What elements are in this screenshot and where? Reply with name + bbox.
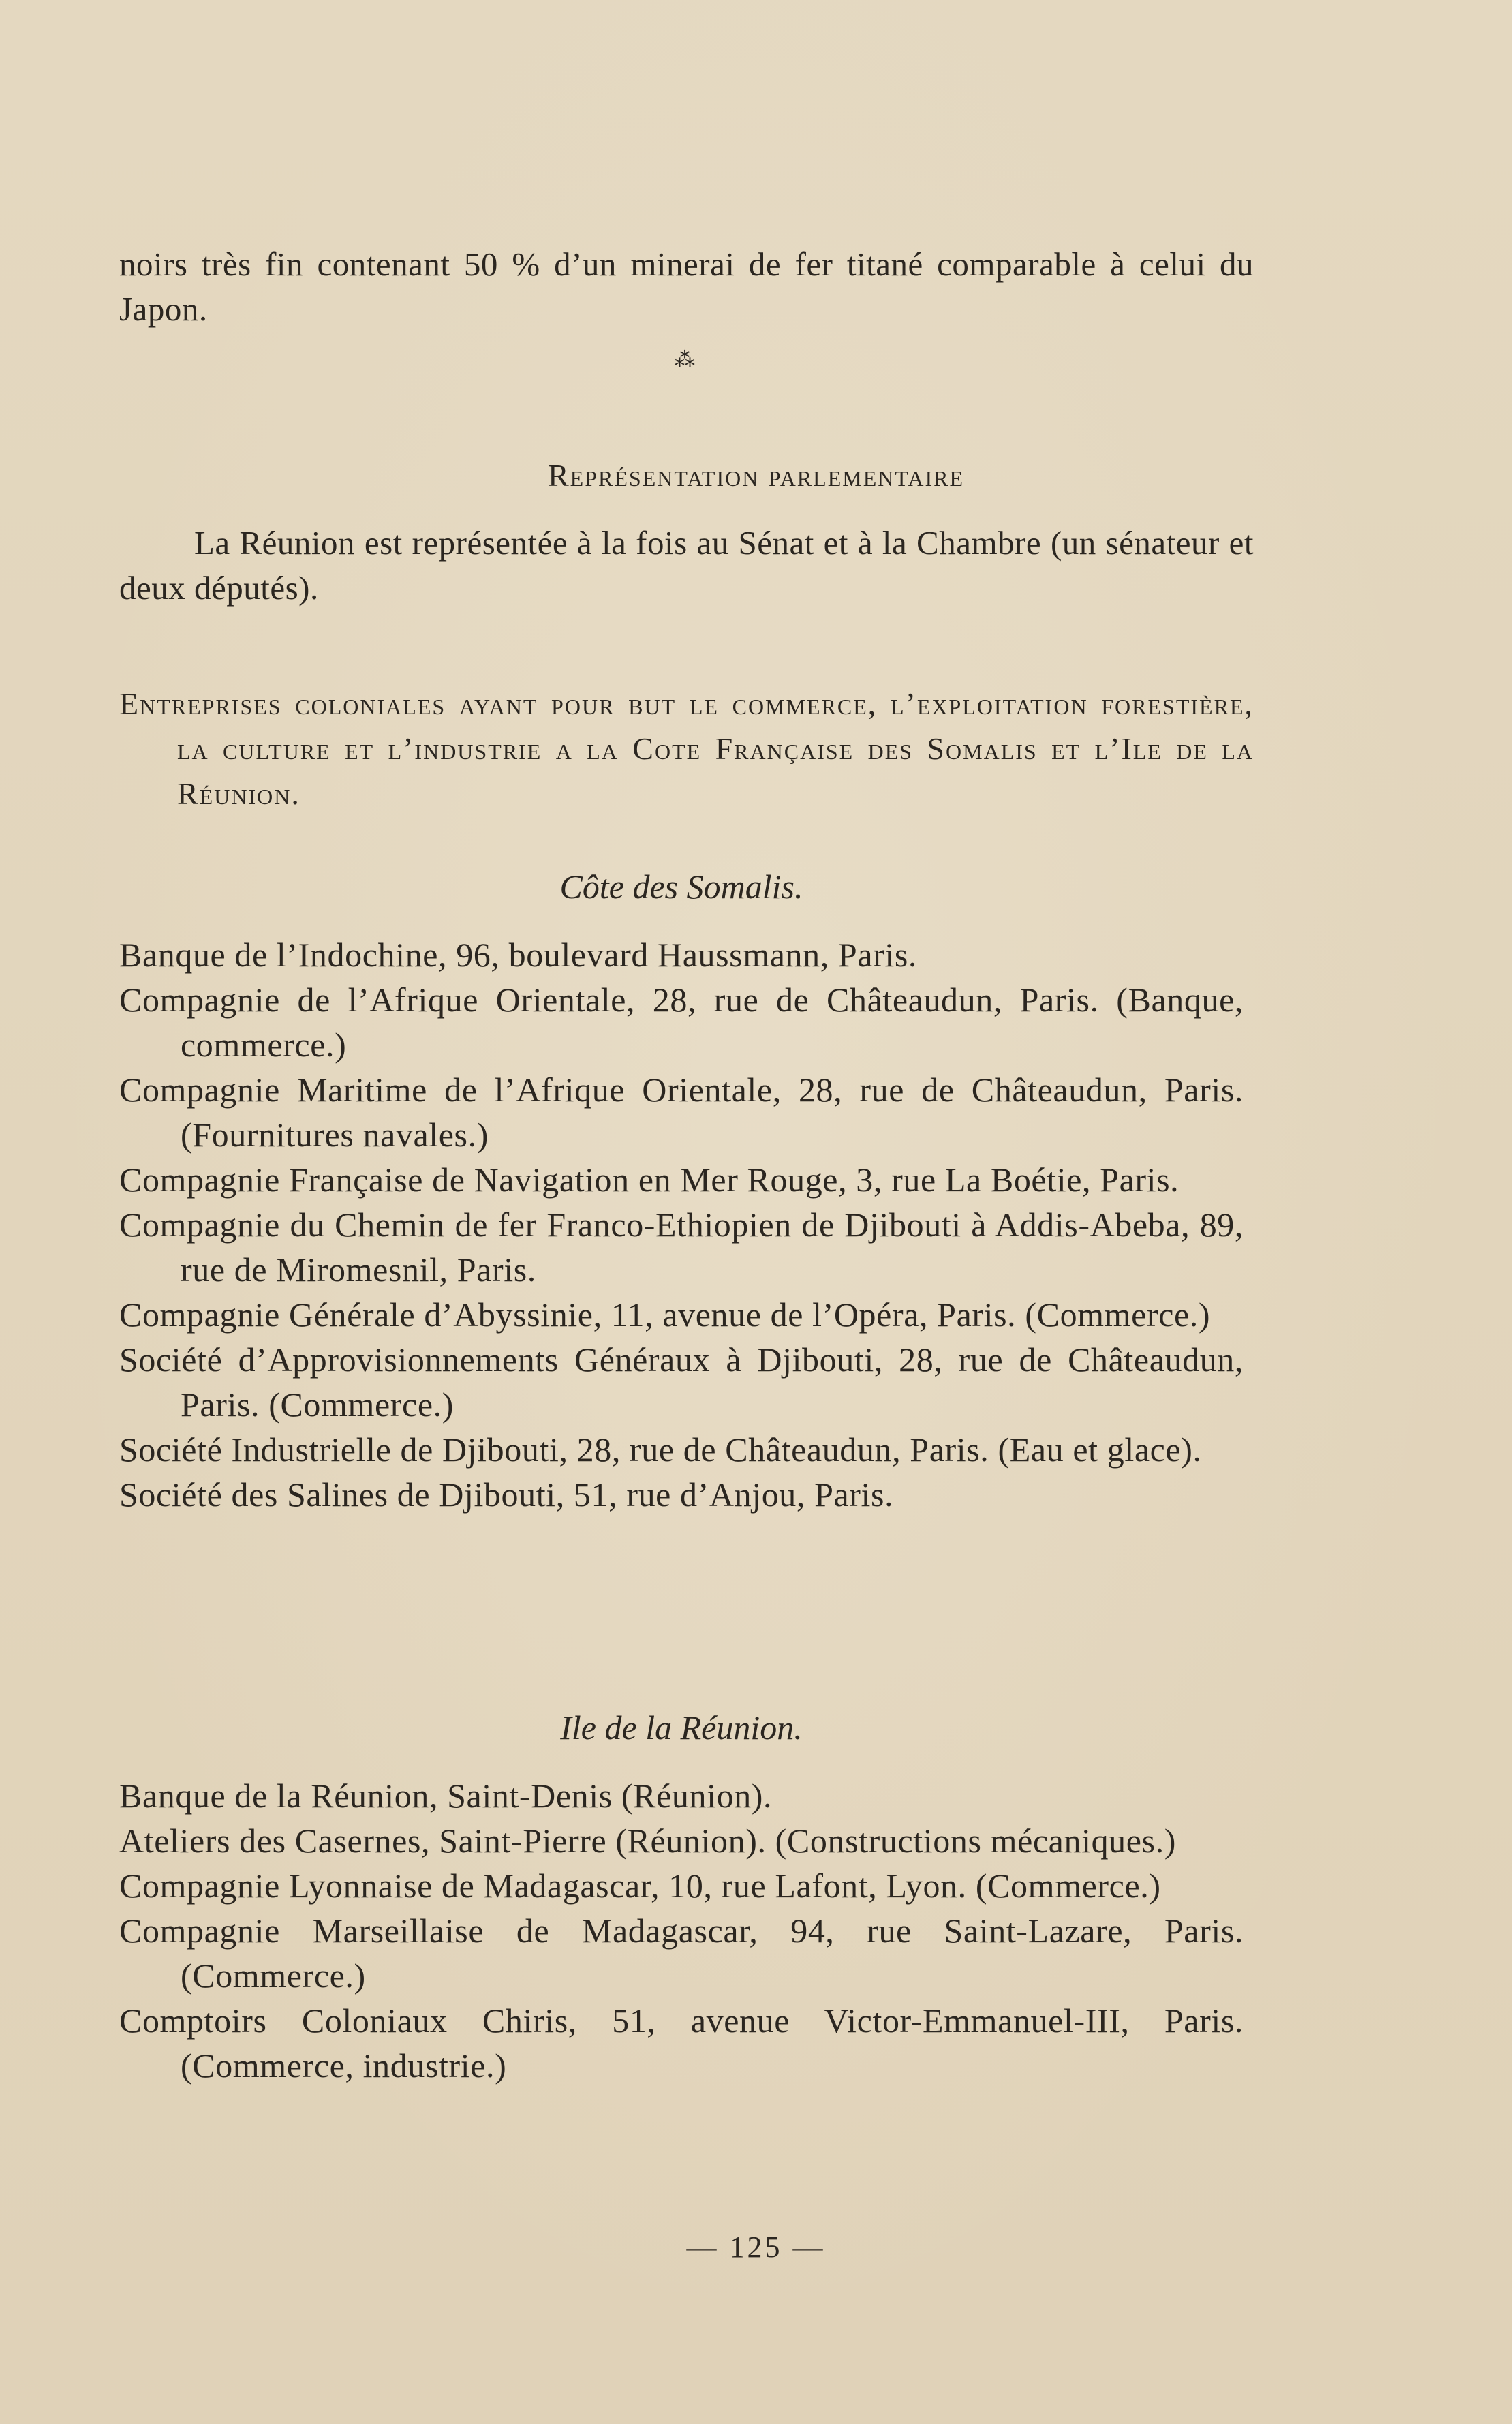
somalis-entries-list bbox=[119, 932, 1244, 1517]
list-item: Compagnie Française de Navigation en Mer Rouge, 3, rue La Boétie, Paris. bbox=[119, 1161, 1179, 1199]
list-item: Compagnie du Chemin de fer Franco-Ethiopien de Djibouti à Addis-Abeba, 89, rue de Miromesnil, Paris. bbox=[119, 1206, 1244, 1289]
list-item: Ateliers des Casernes, Saint-Pierre (Réunion). (Constructions mécaniques.) bbox=[119, 1822, 1176, 1860]
list-item: Compagnie Lyonnaise de Madagascar, 10, rue Lafont, Lyon. (Commerce.) bbox=[119, 1867, 1161, 1905]
list-item: Société Industrielle de Djibouti, 28, rue de Châteaudun, Paris. (Eau et glace). bbox=[119, 1430, 1202, 1469]
entreprises-heading-block bbox=[119, 681, 1254, 816]
reunion-entries-list bbox=[119, 1773, 1244, 2088]
list-item: Banque de l’Indochine, 96, boulevard Haussmann, Paris. bbox=[119, 936, 918, 974]
representation-paragraph bbox=[119, 521, 1254, 611]
list-item: Compagnie Générale d’Abyssinie, 11, avenue de l’Opéra, Paris. (Commerce.) bbox=[119, 1295, 1211, 1334]
list-item: Compagnie Maritime de l’Afrique Orientale, 28, rue de Châteaudun, Paris. (Fournitures navales.) bbox=[119, 1071, 1244, 1154]
reunion-subtitle: Ile de la Réunion. bbox=[560, 1708, 803, 1747]
section-separator-asterism: ⁂ bbox=[675, 348, 695, 371]
intro-text: noirs très fin contenant 50 % d’un minerai de fer titané comparable à celui du Japon. bbox=[119, 245, 1254, 328]
intro-paragraph bbox=[119, 242, 1254, 332]
list-item: Banque de la Réunion, Saint-Denis (Réunion). bbox=[119, 1777, 773, 1815]
page-number: — 125 — bbox=[686, 2230, 826, 2264]
list-item: Société des Salines de Djibouti, 51, rue d’Anjou, Paris. bbox=[119, 1475, 894, 1514]
representation-body: La Réunion est représentée à la fois au Sénat et à la Chambre (un sénateur et deux députés). bbox=[119, 524, 1254, 607]
representation-title: Représentation parlementaire bbox=[548, 458, 964, 493]
list-item: Compagnie de l’Afrique Orientale, 28, rue de Châteaudun, Paris. (Banque, commerce.) bbox=[119, 981, 1244, 1064]
entreprises-heading: Entreprises coloniales ayant pour but le commerce, l’exploitation forestière, la culture et l’industrie a la Cote Française des Somalis et l’Ile de la Réunion. bbox=[119, 686, 1254, 811]
somalis-subtitle: Côte des Somalis. bbox=[559, 868, 803, 906]
list-item: Compagnie Marseillaise de Madagascar, 94, rue Saint-Lazare, Paris. (Commerce.) bbox=[119, 1912, 1244, 1995]
list-item: Comptoirs Coloniaux Chiris, 51, avenue Victor-Emmanuel-III, Paris. (Commerce, industrie.) bbox=[119, 2001, 1244, 2085]
list-item: Société d’Approvisionnements Généraux à Djibouti, 28, rue de Châteaudun, Paris. (Commerce.) bbox=[119, 1340, 1244, 1424]
